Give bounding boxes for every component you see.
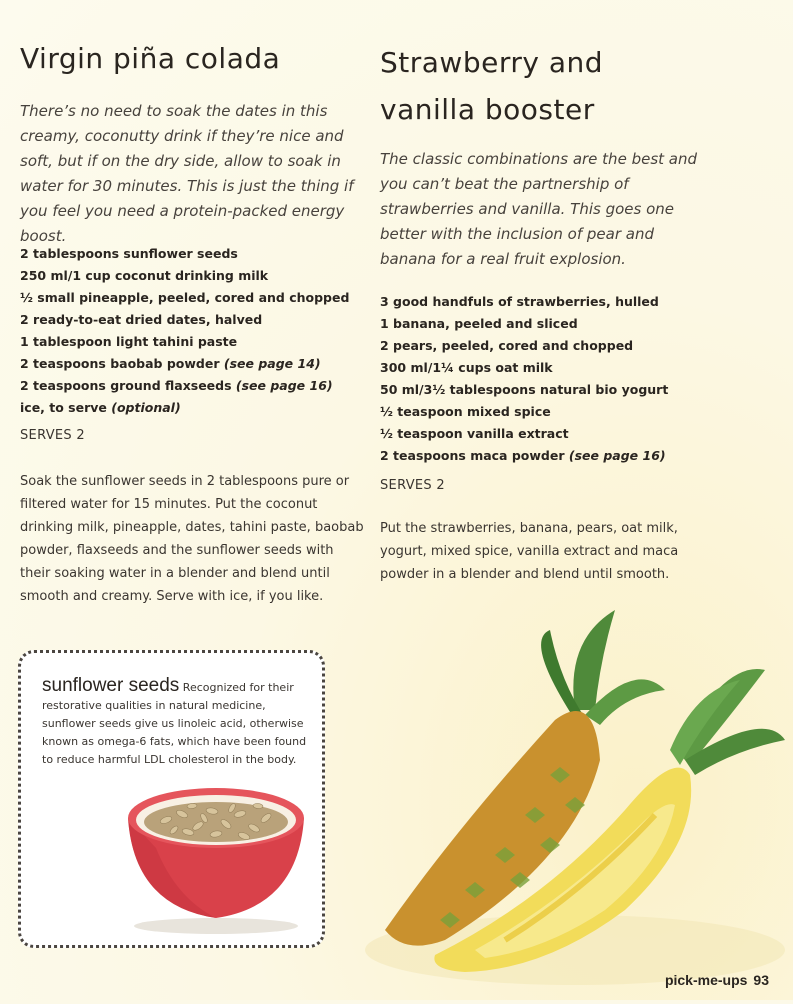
recipe-title-line-2: vanilla booster [380,93,595,126]
ingredient-item [20,375,349,397]
serves-label: SERVES 2 [20,428,85,443]
ingredient-note: (optional) [111,400,181,415]
ingredient-text: 300 ml/1¼ cups oat milk [380,360,553,375]
recipe-method: Soak the sunflower seeds in 2 tablespoons pure or filtered water for 15 minutes. Put the coconut drinking milk, pineapple, dates, tahini paste, baobab powder, flaxseeds and the sunflower seeds with their soaking water in a blender and blend until smooth and creamy. Serve with ice, if you like. [20,474,364,604]
ingredient-text: 2 tablespoons sunflower seeds [20,246,238,261]
ingredient-item [20,353,349,375]
recipe-intro: There’s no need to soak the dates in this creamy, coconutty drink if they’re nice and soft, but if on the dry side, allow to soak in water for 30 minutes. This is just the thing if you feel you need a protein-packed energy boost. [20,102,354,245]
recipe-title-line-1: Strawberry and [380,46,604,79]
ingredient-item [380,379,668,401]
page-number: 93 [753,972,769,988]
tip-body: Recognized for their restorative qualities in natural medicine, sunflower seeds give us linoleic acid, otherwise known as omega-6 fats, which have been found to reduce harmful LDL cholesterol in the body. [42,681,307,766]
ingredient-text: ½ small pineapple, peeled, cored and chopped [20,290,350,305]
ingredient-item [380,401,668,423]
ingredient-item [20,331,349,353]
ingredient-item [20,397,349,419]
section-name: pick-me-ups [664,972,748,988]
ingredient-text: ice, to serve [20,400,112,415]
ingredient-text: 1 banana, peeled and sliced [380,316,578,331]
ingredient-item [20,287,349,309]
page-footer [665,972,769,988]
tip-text [42,677,314,769]
ingredient-text: 50 ml/3½ tablespoons natural bio yogurt [380,382,669,397]
ingredient-item [20,243,349,265]
ingredient-item [20,265,349,287]
ingredient-note: (see page 16) [568,448,666,463]
ingredient-text: 250 ml/1 cup coconut drinking milk [20,268,269,283]
ingredient-item [380,335,668,357]
ingredient-text: 2 teaspoons baobab powder [20,356,224,371]
sunflower-seeds-tip-box [18,650,325,948]
ingredient-text: 3 good handfuls of strawberries, hulled [380,294,659,309]
ingredient-text: 1 tablespoon light tahini paste [20,334,238,349]
ingredient-item [380,313,668,335]
ingredient-text: 2 pears, peeled, cored and chopped [380,338,634,353]
ingredient-item [380,423,668,445]
ingredient-list [20,243,349,419]
pineapple-image [345,600,793,1000]
recipe-method: Put the strawberries, banana, pears, oat milk, yogurt, mixed spice, vanilla extract and maca powder in a blender and blend until smooth. [380,521,679,582]
ingredient-text: ½ teaspoon vanilla extract [380,426,569,441]
ingredient-item [380,291,668,313]
bowl-of-seeds-image [116,778,316,938]
ingredient-note: (see page 14) [223,356,321,371]
ingredient-item [20,309,349,331]
recipe-intro: The classic combinations are the best and you can’t beat the partnership of strawberries and vanilla. This goes one better with the inclusion of pear and banana for a real fruit explosion. [380,150,697,268]
ingredient-text: 2 teaspoons ground flaxseeds [20,378,236,393]
ingredient-item [380,445,668,467]
ingredient-text: ½ teaspoon mixed spice [380,404,551,419]
ingredient-text: 2 teaspoons maca powder [380,448,569,463]
ingredient-item [380,357,668,379]
ingredient-note: (see page 16) [235,378,333,393]
recipe-title: Virgin piña colada [20,42,281,75]
ingredient-text: 2 ready-to-eat dried dates, halved [20,312,263,327]
serves-label: SERVES 2 [380,478,445,493]
ingredient-list [380,291,668,467]
tip-heading: sunflower seeds [42,675,180,696]
